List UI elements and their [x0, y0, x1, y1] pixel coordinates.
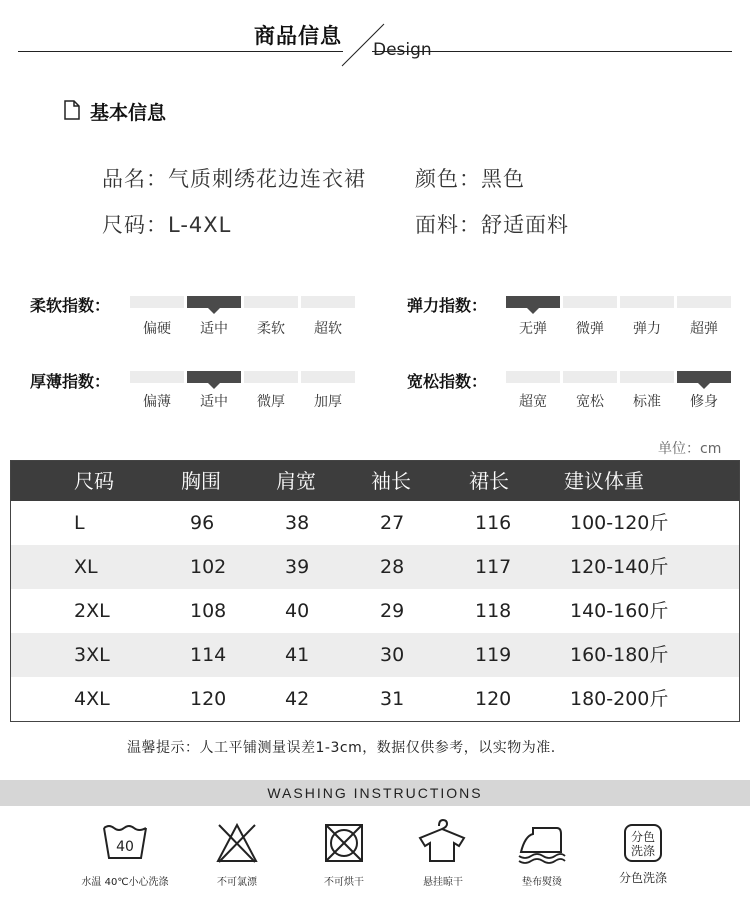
index-segment	[563, 296, 617, 308]
index-segment	[130, 296, 184, 308]
cell-sleeve: 29	[380, 600, 405, 622]
separate-wash-badge-line1: 分色	[630, 830, 656, 844]
table-row	[11, 589, 739, 633]
index-segment	[187, 296, 241, 308]
cell-chest: 114	[190, 644, 227, 666]
index-segment	[677, 296, 731, 308]
index-segment	[301, 371, 355, 383]
hang-dry-icon	[415, 816, 469, 864]
thickness-index-bar	[130, 371, 355, 383]
cell-size: XL	[74, 556, 98, 578]
index-option: 偏薄	[143, 394, 171, 410]
cell-weight: 140-160斤	[570, 600, 669, 622]
size-table	[10, 460, 740, 722]
cell-chest: 96	[190, 512, 215, 534]
table-row	[11, 633, 739, 677]
index-option: 适中	[200, 321, 228, 337]
index-option: 偏硬	[143, 321, 171, 337]
table-row	[11, 677, 739, 721]
cell-dress-length: 117	[475, 556, 512, 578]
index-segment	[620, 371, 674, 383]
header-cell-dress-length: 裙长	[469, 469, 509, 493]
cell-sleeve: 28	[380, 556, 405, 578]
softness-index-label: 柔软指数：	[30, 296, 111, 315]
index-option: 无弹	[519, 321, 547, 337]
cell-weight: 180-200斤	[570, 688, 669, 710]
washing-title: WASHING INSTRUCTIONS	[267, 785, 483, 801]
cell-dress-length: 118	[475, 600, 512, 622]
iron-with-cloth-icon	[517, 822, 567, 864]
product-size: 尺码：L-4XL	[102, 213, 232, 237]
no-tumble-dry-icon	[323, 822, 365, 864]
cell-shoulder: 38	[285, 512, 310, 534]
cell-size: 2XL	[74, 600, 110, 622]
separate-wash-icon	[623, 823, 663, 863]
cell-chest: 108	[190, 600, 227, 622]
index-segment	[563, 371, 617, 383]
index-segment	[677, 371, 731, 383]
header-divider-left	[18, 51, 343, 52]
wash-label: 分色洗涤	[618, 871, 667, 885]
looseness-index-options	[506, 391, 731, 411]
table-row	[11, 545, 739, 589]
product-name: 品名：气质刺绣花边连衣裙	[102, 167, 366, 191]
index-segment	[187, 371, 241, 383]
index-segment	[506, 296, 560, 308]
separate-wash-badge-line2: 洗涤	[630, 844, 656, 858]
index-segment	[244, 371, 298, 383]
softness-index-options	[130, 318, 355, 338]
index-option: 标准	[633, 394, 661, 410]
no-bleach-icon	[215, 822, 259, 864]
wash-label: 水温 40℃小心洗涤	[81, 877, 169, 888]
cell-weight: 100-120斤	[570, 512, 669, 534]
elasticity-index-bar	[506, 296, 731, 308]
elasticity-index-label: 弹力指数：	[407, 296, 488, 315]
header-cell-size: 尺码	[74, 469, 114, 493]
wash-label: 不可氯漂	[217, 877, 257, 888]
size-table-header	[11, 461, 739, 501]
cell-dress-length: 119	[475, 644, 512, 666]
thickness-index-options	[130, 391, 355, 411]
document-icon	[64, 100, 80, 120]
index-segment	[506, 371, 560, 383]
cell-weight: 160-180斤	[570, 644, 669, 666]
cell-size: 4XL	[74, 688, 110, 710]
thickness-index-label: 厚薄指数：	[30, 372, 111, 391]
section-title-basic-info: 基本信息	[90, 102, 167, 124]
page-title: 商品信息	[254, 24, 342, 48]
product-color: 颜色：黑色	[415, 167, 525, 191]
cell-chest: 120	[190, 688, 227, 710]
index-segment	[130, 371, 184, 383]
wash-label: 悬挂晾干	[423, 877, 463, 888]
cell-size: L	[74, 512, 85, 534]
cell-shoulder: 40	[285, 600, 310, 622]
wash-temperature: 40	[116, 839, 134, 855]
cell-shoulder: 39	[285, 556, 310, 578]
index-option: 超宽	[519, 394, 547, 410]
index-option: 弹力	[633, 321, 661, 337]
unit-label: 单位：cm	[658, 441, 722, 457]
index-option: 超软	[314, 321, 342, 337]
wash-label: 不可烘干	[324, 877, 364, 888]
index-option: 微厚	[257, 394, 285, 410]
wash-label: 垫布熨烫	[522, 877, 562, 888]
looseness-index-label: 宽松指数：	[407, 372, 488, 391]
cell-weight: 120-140斤	[570, 556, 669, 578]
index-option: 微弹	[576, 321, 604, 337]
index-option: 超弹	[690, 321, 718, 337]
cell-size: 3XL	[74, 644, 110, 666]
cell-shoulder: 42	[285, 688, 310, 710]
cell-sleeve: 30	[380, 644, 405, 666]
header-cell-chest: 胸围	[181, 469, 221, 493]
table-row	[11, 501, 739, 545]
index-option: 适中	[200, 394, 228, 410]
index-option: 加厚	[314, 394, 342, 410]
index-option: 修身	[690, 394, 718, 410]
page-subtitle: Design	[373, 40, 432, 60]
cell-dress-length: 116	[475, 512, 512, 534]
elasticity-index-options	[506, 318, 731, 338]
product-fabric: 面料：舒适面料	[415, 213, 569, 237]
index-option: 柔软	[257, 321, 285, 337]
cell-sleeve: 27	[380, 512, 405, 534]
cell-shoulder: 41	[285, 644, 310, 666]
index-option: 宽松	[576, 394, 604, 410]
cell-chest: 102	[190, 556, 227, 578]
index-segment	[301, 296, 355, 308]
wash-tub-icon	[101, 822, 149, 862]
header-cell-weight: 建议体重	[564, 469, 644, 493]
header-cell-shoulder: 肩宽	[276, 469, 316, 493]
softness-index-bar	[130, 296, 355, 308]
measurement-note: 温馨提示：人工平铺测量误差1-3cm，数据仅供参考，以实物为准.	[127, 740, 556, 756]
cell-sleeve: 31	[380, 688, 405, 710]
index-segment	[620, 296, 674, 308]
index-segment	[244, 296, 298, 308]
header-cell-sleeve: 袖长	[371, 469, 411, 493]
looseness-index-bar	[506, 371, 731, 383]
cell-dress-length: 120	[475, 688, 512, 710]
